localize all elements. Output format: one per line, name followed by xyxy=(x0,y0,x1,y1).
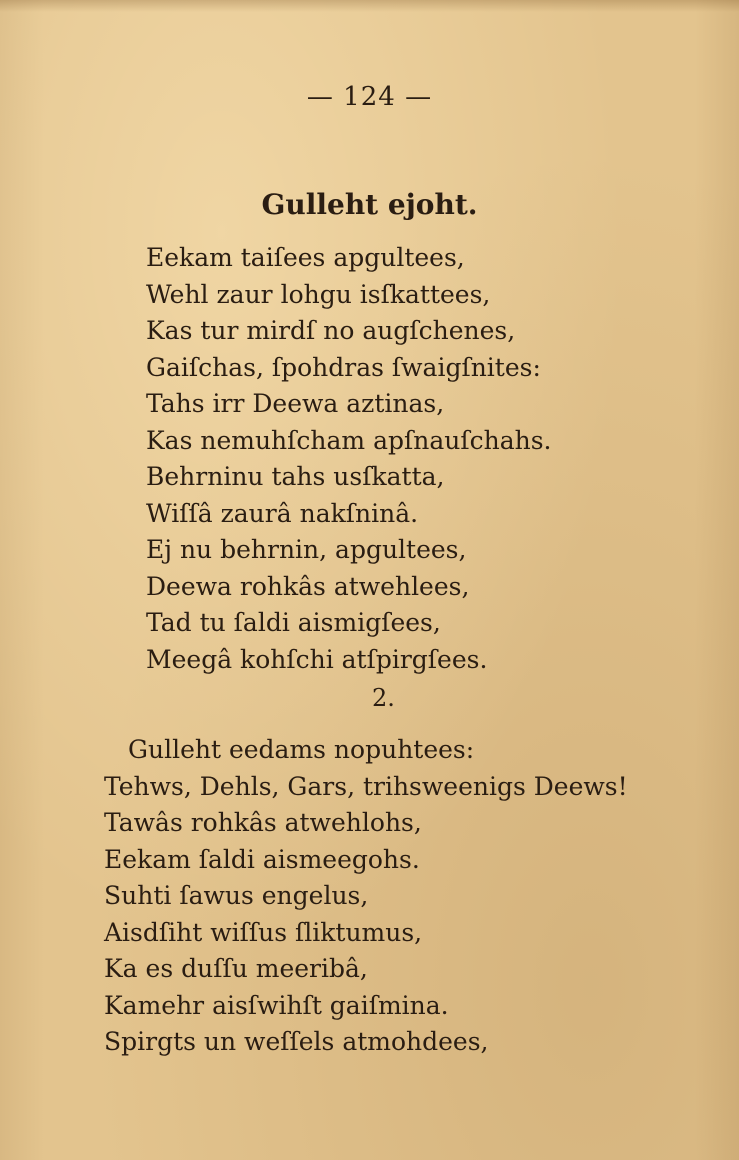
poem-line: Tahs irr Deewa aztinas, xyxy=(146,389,445,418)
poem-line: Behrninu tahs usſkatta, xyxy=(146,462,445,491)
poem-line: Ka es duſſu meeribâ, xyxy=(104,954,368,983)
poem-line: Kamehr aisſwihſt gaiſmina. xyxy=(104,990,449,1020)
poem-line: Tad tu ſaldi aismigſees, xyxy=(146,608,441,637)
stanza-1 xyxy=(146,240,551,678)
poem-line: Wehl zaur lohgu isſkattees, xyxy=(146,279,491,309)
poem-line: Spirgts un weſſels atmohdees, xyxy=(104,1027,489,1056)
poem-line: Kas tur mirdſ no augſchenes, xyxy=(146,316,516,345)
page-number: — 124 — xyxy=(306,82,433,112)
poem-line: Eekam ſaldi aismeegohs. xyxy=(104,844,420,874)
poem-line: Deewa rohkâs atwehlees, xyxy=(146,571,470,601)
poem-line: Meegâ kohſchi atſpirgſees. xyxy=(146,644,488,674)
poem-line: Eekam taiſees apgultees, xyxy=(146,243,465,272)
poem-line: Aisdſiht wiſſus ſliktumus, xyxy=(104,917,423,947)
poem-line: Kas nemuhſcham apſnauſchahs. xyxy=(146,425,552,455)
poem-line: Tehws, Dehls, Gars, trihsweenigs Deews! xyxy=(104,771,628,801)
poem-line: Tawâs rohkâs atwehlohs, xyxy=(104,808,422,837)
section-number: 2. xyxy=(372,684,395,712)
poem-line: Gulleht eedams nopuhtees: xyxy=(128,735,475,764)
stanza-2 xyxy=(104,732,628,1061)
poem-line: Ej nu behrnin, apgultees, xyxy=(146,535,467,564)
poem-line: Gaiſchas, ſpohdras ſwaigſnites: xyxy=(146,352,541,382)
poem-line: Suhti ſawus engelus, xyxy=(104,881,369,910)
page-edge-shadow xyxy=(0,0,739,12)
poem-line: Wiſſâ zaurâ nakſninâ. xyxy=(146,498,419,528)
poem-title: Gulleht ejoht. xyxy=(261,188,478,221)
